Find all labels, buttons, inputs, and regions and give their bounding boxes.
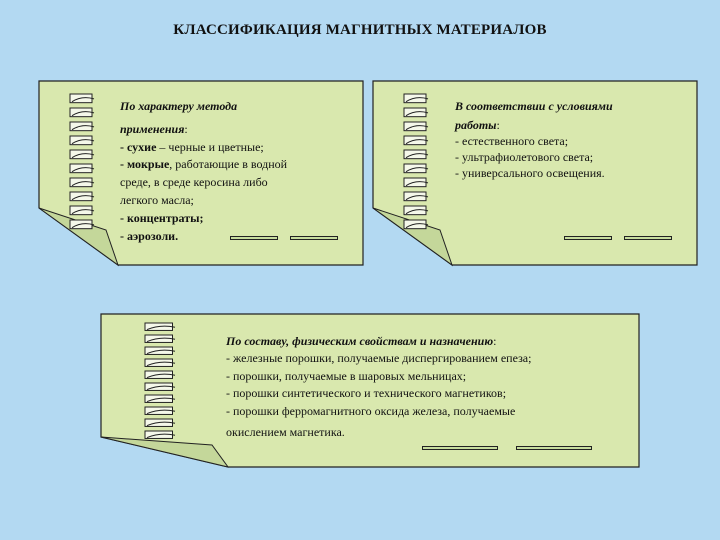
list-item: - сухие – черные и цветные;	[120, 139, 264, 154]
spiral-ring	[404, 122, 428, 131]
card-heading: По составу, физическим свойствам и назначению	[226, 334, 494, 348]
list-item: - железные порошки, получаемые диспергированием епеза;	[226, 351, 532, 365]
spiral-ring	[70, 94, 94, 103]
list-item: - концентраты;	[120, 210, 204, 225]
decorative-bar	[290, 236, 338, 240]
list-item: - аэрозоли.	[120, 228, 179, 243]
spiral-binding-icon	[70, 90, 110, 230]
page-title: КЛАССИФИКАЦИЯ МАГНИТНЫХ МАТЕРИАЛОВ	[173, 22, 547, 38]
spiral-ring	[70, 206, 94, 215]
list-item: - универсального освещения.	[455, 165, 605, 180]
spiral-ring	[70, 150, 94, 159]
decorative-bar	[516, 446, 592, 450]
list-item: - порошки ферромагнитного оксида железа, получаемые	[226, 403, 516, 418]
spiral-ring	[145, 359, 175, 366]
card-composition	[100, 313, 640, 468]
spiral-ring	[145, 347, 175, 354]
spiral-ring	[145, 371, 175, 378]
card-heading: В соответствии с условиями	[455, 99, 613, 113]
spiral-ring	[70, 178, 94, 187]
spiral-ring	[404, 220, 428, 229]
list-item: - мокрые, работающие в водной	[120, 157, 288, 172]
list-item: среде, в среде керосина либо	[120, 175, 268, 190]
card-working-conditions	[372, 80, 698, 266]
spiral-ring	[404, 136, 428, 145]
spiral-ring	[404, 206, 428, 215]
spiral-ring	[70, 192, 94, 201]
spiral-ring	[404, 94, 428, 103]
spiral-ring	[404, 108, 428, 117]
spiral-binding-icon	[404, 90, 444, 230]
card-heading: применения	[120, 121, 185, 136]
card-heading: работы	[455, 117, 497, 132]
spiral-ring	[145, 395, 175, 402]
spiral-ring	[70, 164, 94, 173]
spiral-ring	[145, 323, 175, 330]
decorative-bar	[624, 236, 672, 240]
heading-suffix: :	[496, 117, 500, 132]
spiral-ring	[404, 178, 428, 187]
spiral-ring	[145, 419, 175, 426]
decorative-bar	[230, 236, 278, 240]
card-heading: По характеру метода	[120, 99, 238, 113]
spiral-ring	[404, 192, 428, 201]
spiral-ring	[145, 407, 175, 414]
spiral-ring	[70, 136, 94, 145]
heading-suffix: :	[493, 334, 497, 348]
list-item: окислением магнетика.	[226, 425, 345, 439]
list-item: - порошки, получаемые в шаровых мельницах;	[226, 368, 467, 383]
list-item: - естественного света;	[455, 133, 569, 148]
spiral-ring	[145, 431, 175, 438]
spiral-ring	[70, 108, 94, 117]
spiral-ring	[145, 335, 175, 342]
spiral-ring	[404, 164, 428, 173]
decorative-bar	[564, 236, 612, 240]
card-application-method	[38, 80, 364, 266]
spiral-ring	[145, 383, 175, 390]
spiral-ring	[404, 150, 428, 159]
list-item: - ультрафиолетового света;	[455, 149, 594, 164]
heading-suffix: :	[184, 121, 188, 136]
list-item: - порошки синтетического и технического магнетиков;	[226, 386, 507, 400]
spiral-binding-icon	[145, 319, 195, 439]
spiral-ring	[70, 122, 94, 131]
decorative-bar	[422, 446, 498, 450]
list-item: легкого масла;	[120, 192, 194, 207]
spiral-ring	[70, 220, 94, 229]
